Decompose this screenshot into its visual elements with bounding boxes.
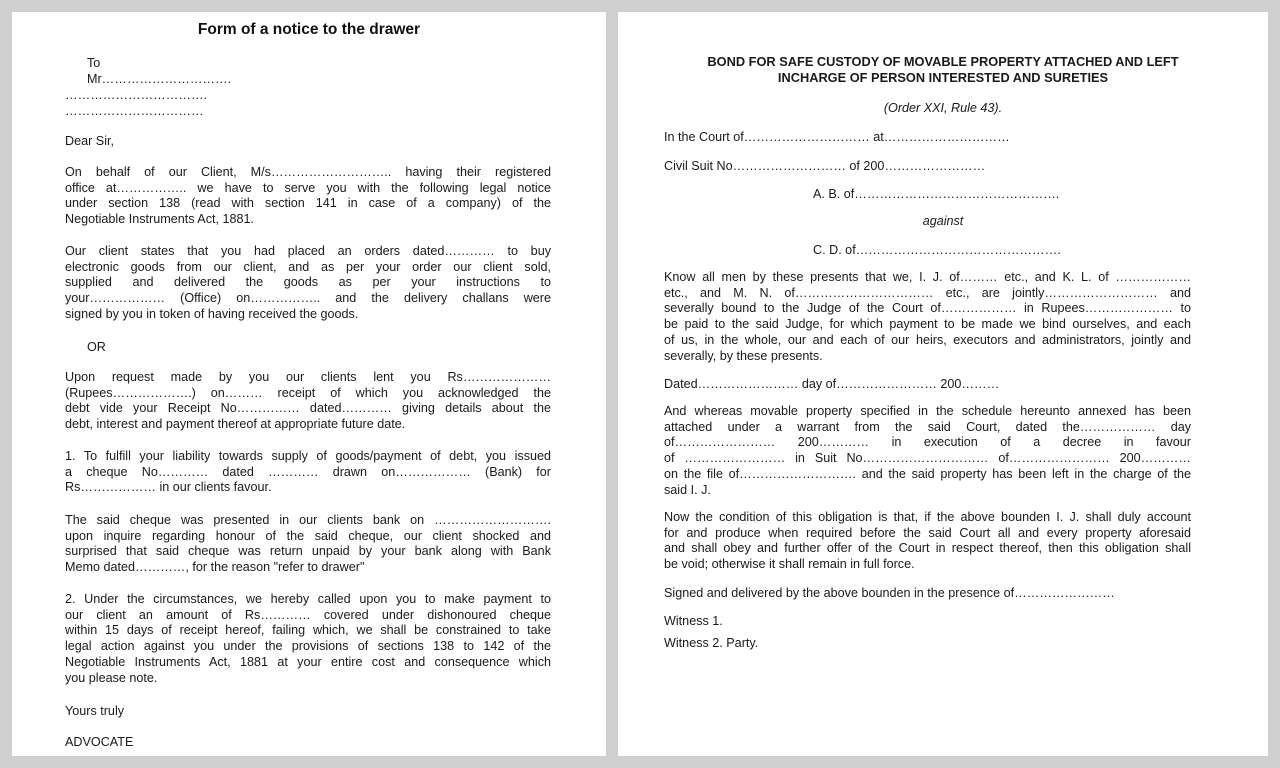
text-line: upon inquire regarding honour of the said cheque, our client shocked and bbox=[65, 528, 551, 543]
text-line: a cheque No………… dated ………… drawn on……………… (Bank) for bbox=[65, 464, 551, 479]
party-cd-line: C. D. of…………………………………………. bbox=[813, 243, 1061, 257]
text-line: under section 138 (read with section 141 in case of a company) of the bbox=[65, 196, 551, 211]
witness-2: Witness 2. Party. bbox=[664, 636, 759, 650]
notice-paragraph-3 bbox=[65, 370, 551, 433]
text-line: attached under a warrant from the said Court, dated the……………… day bbox=[664, 419, 1191, 434]
address-line-1: ……………………………. bbox=[65, 88, 208, 102]
bond-paragraph-2 bbox=[664, 404, 1191, 498]
text-line: of us, in the whole, our and each of our heirs, executors and administrators, jointly and bbox=[664, 332, 1191, 347]
text-line: Rs……………… in our clients favour. bbox=[65, 480, 272, 495]
text-line: Now the condition of this obligation is that, if the above bounden I. J. shall duly account bbox=[664, 510, 1191, 524]
text-line: for and produce when required before the said Court all and every property aforesaid bbox=[664, 525, 1191, 540]
text-line: etc., and M. N. of…………………………… etc., are jointly……………………… and bbox=[664, 285, 1191, 300]
text-line: And whereas movable property specified in the schedule hereunto annexed has been bbox=[664, 404, 1191, 418]
salutation: Dear Sir, bbox=[65, 134, 114, 148]
text-line: of…………………… 200………… in execution of a decree in favour bbox=[664, 435, 1191, 450]
notice-paragraph-6 bbox=[65, 592, 551, 686]
text-line: on the file of………………………. and the said property has been left in the charge of the bbox=[664, 466, 1191, 481]
notice-paragraph-1 bbox=[65, 165, 551, 228]
text-line: Negotiable Instruments Act, 1881. bbox=[65, 212, 255, 227]
right-document-page bbox=[618, 12, 1268, 756]
text-line: Memo dated…………, for the reason "refer to drawer" bbox=[65, 560, 365, 575]
notice-paragraph-2 bbox=[65, 244, 551, 323]
text-line: Our client states that you had placed an orders dated………… to buy bbox=[65, 244, 551, 258]
address-to: To bbox=[87, 56, 101, 70]
text-line: signed by you in token of having received the goods. bbox=[65, 306, 359, 321]
text-line: supplied and delivered the goods as per your instructions to bbox=[65, 275, 551, 290]
left-document-page bbox=[12, 12, 606, 756]
title-line-1: BOND FOR SAFE CUSTODY OF MOVABLE PROPERTY ATTACHED AND LEFT bbox=[707, 54, 1179, 69]
text-line: 1. To fulfill your liability towards supply of goods/payment of debt, you issued bbox=[65, 449, 551, 463]
text-line: be paid to the said Judge, for which payment to be made we bind ourselves, and each bbox=[664, 317, 1191, 332]
text-line: legal action against you under the provisions of sections 138 to 142 of the bbox=[65, 639, 551, 654]
text-line: said I. J. bbox=[664, 482, 711, 497]
text-line: (Rupees……………….) on……… receipt of which you acknowledged the bbox=[65, 385, 551, 400]
notice-paragraph-4 bbox=[65, 449, 551, 496]
or-separator: OR bbox=[87, 340, 106, 354]
court-line: In the Court of………………………… at………………………… bbox=[664, 130, 1010, 144]
signature-advocate: ADVOCATE bbox=[65, 735, 134, 749]
right-page-title bbox=[618, 54, 1268, 86]
witness-1: Witness 1. bbox=[664, 614, 723, 628]
text-line: office at…………….. we have to serve you with the following legal notice bbox=[65, 180, 551, 195]
bond-paragraph-3 bbox=[664, 510, 1191, 573]
text-line: debt vide your Receipt No…………… dated………… giving details about the bbox=[65, 401, 551, 416]
text-line: debt, interest and payment thereof at appropriate future date. bbox=[65, 417, 406, 432]
dated-line: Dated…………………… day of…………………… 200……… bbox=[664, 377, 1000, 391]
bond-paragraph-1 bbox=[664, 270, 1191, 364]
text-line: severally bound to the Judge of the Court of……………… in Rupees………………… to bbox=[664, 301, 1191, 316]
title-line-2: INCHARGE OF PERSON INTERESTED AND SURETIES bbox=[777, 70, 1109, 85]
text-line: your……………… (Office) on…………….. and the delivery challans were bbox=[65, 291, 551, 306]
text-line: The said cheque was presented in our clients bank on ………………………. bbox=[65, 513, 551, 527]
against-label: against bbox=[922, 214, 964, 228]
party-ab-line: A. B. of…………………………………………. bbox=[813, 187, 1060, 201]
text-line: of …………………… in Suit No………………………… of…………………… 200………… bbox=[664, 451, 1191, 466]
order-reference: (Order XXI, Rule 43). bbox=[883, 101, 1003, 115]
text-line: surprised that said cheque was return unpaid by your bank along with Bank bbox=[65, 544, 551, 559]
text-line: Negotiable Instruments Act, 1881 at your entire cost and consequence which bbox=[65, 654, 551, 669]
left-page-title: Form of a notice to the drawer bbox=[197, 21, 421, 38]
text-line: On behalf of our Client, M/s……………………….. having their registered bbox=[65, 165, 551, 179]
text-line: and shall obey and further offer of the Court in respect thereof, then this obligation shall bbox=[664, 541, 1191, 556]
text-line: you please note. bbox=[65, 670, 158, 685]
notice-paragraph-5 bbox=[65, 513, 551, 576]
address-line-2: …………………………… bbox=[65, 104, 204, 118]
signed-delivered-line: Signed and delivered by the above bounden in the presence of…………………… bbox=[664, 586, 1115, 600]
address-mr: Mr…………………………. bbox=[87, 72, 232, 86]
text-line: be void; otherwise it shall remain in full force. bbox=[664, 557, 915, 572]
text-line: severally, by these presents. bbox=[664, 348, 823, 363]
text-line: Upon request made by you our clients lent you Rs………………… bbox=[65, 370, 551, 384]
text-line: Know all men by these presents that we, I. J. of……… etc., and K. L. of ……………… bbox=[664, 270, 1191, 284]
closing-yours-truly: Yours truly bbox=[65, 704, 125, 718]
text-line: electronic goods from our client, and as per your order our client sold, bbox=[65, 259, 551, 274]
text-line: 2. Under the circumstances, we hereby called upon you to make payment to bbox=[65, 592, 551, 606]
text-line: our client an amount of Rs………… covered under dishonoured cheque bbox=[65, 607, 551, 622]
text-line: within 15 days of receipt hereof, failing which, we shall be constrained to take bbox=[65, 623, 551, 638]
civil-suit-line: Civil Suit No……………………… of 200…………………… bbox=[664, 159, 986, 173]
